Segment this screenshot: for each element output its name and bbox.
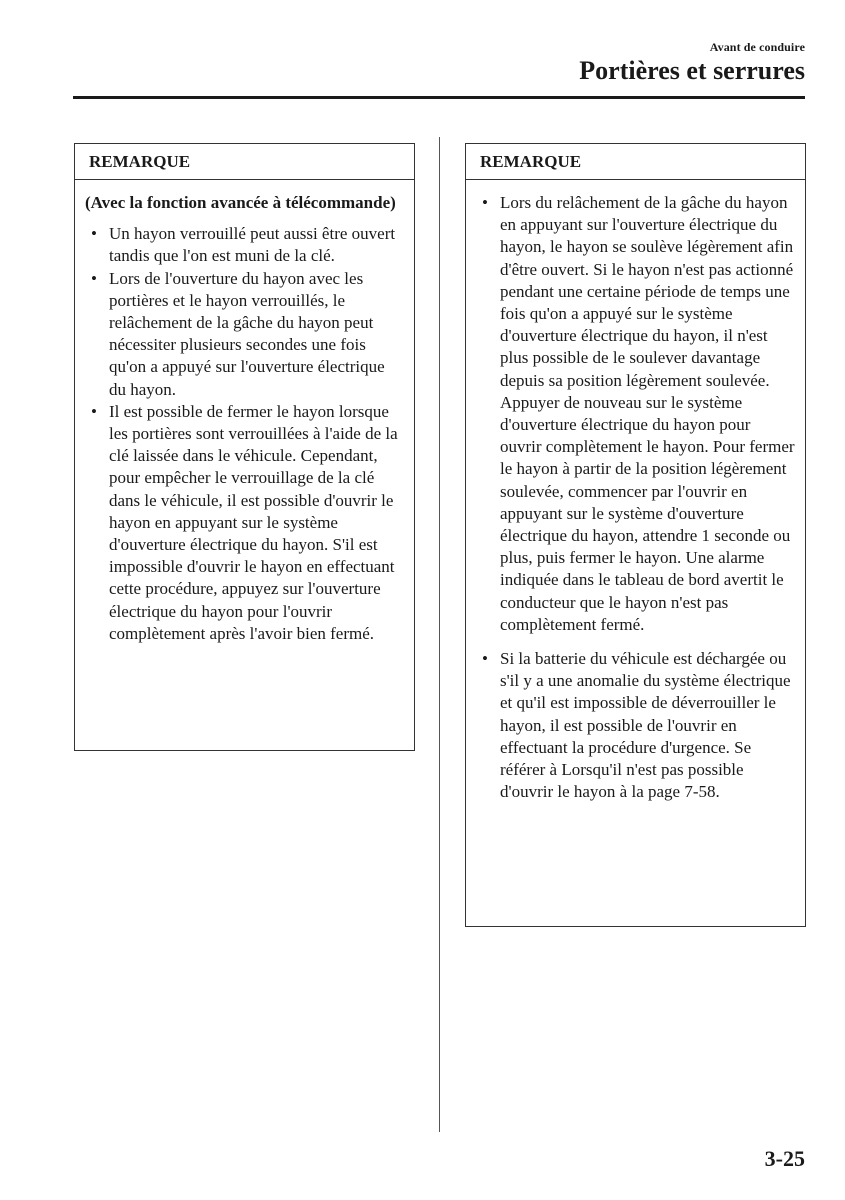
bullet-glyph: • bbox=[482, 193, 488, 212]
column-divider bbox=[439, 137, 440, 1132]
note-body-right bbox=[466, 180, 805, 803]
section-label: Avant de conduire bbox=[709, 40, 805, 54]
list-item-text: Un hayon verrouillé peut aussi être ouvert tandis que l'on est muni de la clé. bbox=[109, 224, 396, 266]
bullet-glyph: • bbox=[91, 224, 97, 244]
bullet-list-left bbox=[85, 223, 404, 645]
list-item bbox=[85, 401, 404, 645]
bullet-glyph: • bbox=[482, 649, 488, 669]
list-item-text: Il est possible de fermer le hayon lorsque les portières sont verrouillées à l'aide de la clé laissée dans le véhicule. Cependant, pour empêcher le verrouillage de la clé dans le véhicule, il est possible d'ouvrir le hayon en appuyant sur le système d'ouverture électrique du hayon. S'il est impossible d'ouvrir le hayon en effectuant cette procédure, appuyez sur l'ouverture électrique du hayon pour l'ouvrir complètement après l'avoir bien fermé. bbox=[109, 401, 398, 643]
list-item-text: Si la batterie du véhicule est déchargée ou s'il y a une anomalie du système électrique et qu'il est impossible de déverrouiller le hayon, il est possible de l'ouvrir en effectuant la procédure d'urgence. Se référer à Lorsqu'il n'est pas possible d'ouvrir le hayon à la page 7-58. bbox=[500, 649, 791, 802]
list-item bbox=[85, 268, 404, 401]
note-header-left: REMARQUE bbox=[75, 144, 414, 180]
note-subtitle: (Avec la fonction avancée à télécommande) bbox=[85, 193, 396, 212]
note-header-right: REMARQUE bbox=[466, 144, 805, 180]
list-item bbox=[85, 223, 404, 267]
list-item-text: Lors de l'ouverture du hayon avec les portières et le hayon verrouillés, le relâchement de la gâche du hayon peut nécessiter plusieurs secondes une fois qu'on a appuyé sur l'ouverture électrique du hayon. bbox=[109, 268, 385, 399]
page-title: Portières et serrures bbox=[579, 56, 805, 85]
note-box-left bbox=[74, 143, 415, 751]
note-box-right bbox=[465, 143, 806, 927]
list-item bbox=[476, 648, 795, 803]
bullet-glyph: • bbox=[91, 401, 97, 421]
list-item-text: Lors du relâchement de la gâche du hayon en appuyant sur l'ouverture électrique du hayon, le hayon se soulève légèrement afin d'être ouvert. Si le hayon n'est pas actionné pendant une certaine période de temps une fois qu'on a appuyé sur le système d'ouverture électrique du hayon, il n'est plus possible de le soulever davantage depuis sa position légèrement soulevée. Appuyer de nouveau sur le système d'ouverture électrique du hayon pour ouvrir complètement le hayon. Pour fermer le hayon à partir de la position légèrement soulevée, commencer par l'ouvrir en appuyant sur le système d'ouverture électrique du hayon, attendre 1 seconde ou plus, puis fermer le hayon. Une alarme indiquée dans le tableau de bord avertit le conducteur que le hayon n'est pas complètement fermé. bbox=[500, 193, 795, 634]
list-item bbox=[476, 192, 795, 636]
bullet-list-right bbox=[476, 192, 795, 803]
page-number: 3-25 bbox=[764, 1146, 805, 1171]
note-body-left bbox=[75, 180, 414, 645]
bullet-glyph: • bbox=[91, 268, 97, 288]
header-rule bbox=[73, 96, 805, 99]
